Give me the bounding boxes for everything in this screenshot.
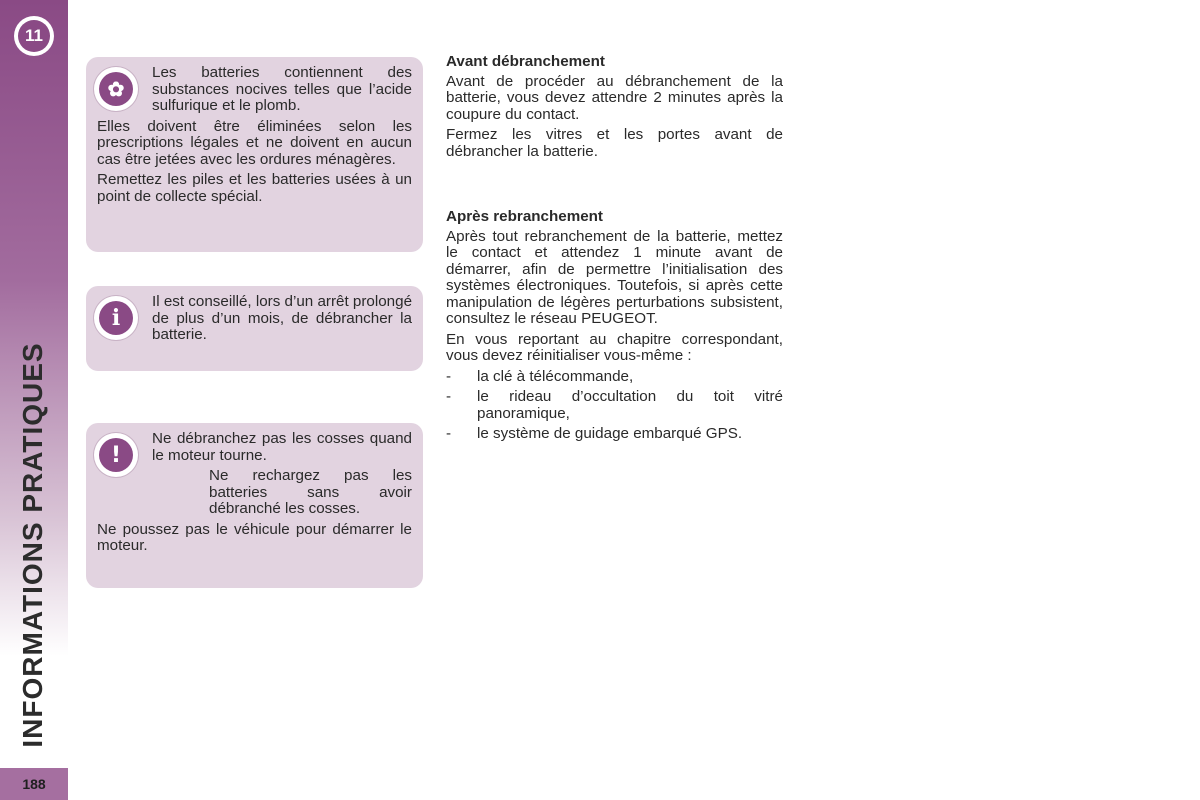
info-icon: i [94, 296, 138, 340]
note-paragraph: Il est conseillé, lors d’un arrêt prolongé de plus d’un mois, de débrancher la batterie. [152, 293, 413, 343]
note-paragraph: Elles doivent être éliminées selon les prescriptions légales et ne doivent en aucun cas être jetées avec les ordures ménagères. [97, 117, 412, 168]
note-paragraph: Remettez les piles et les batteries usées à un point de collecte spécial. [97, 171, 412, 205]
body-paragraph: Avant de procéder au débranchement de la batterie, vous devez attendre 2 minutes après la coupure du contact. [446, 72, 783, 123]
body-paragraph: Après tout rebranchement de la batterie, mettez le contact et attendez 1 minute avant de démarrer, afin de permettre l’initialisation des systèmes électroniques. Toutefois, si après cette manipulation de légères perturbations subsistent, consultez le réseau PEUGEOT. [446, 227, 783, 327]
note-paragraph: Ne rechargez pas les batteries sans avoir débranché les cosses. [209, 468, 412, 517]
note-paragraph: Ne débranchez pas les cosses quand le moteur tourne. [152, 430, 412, 464]
reinit-list [446, 369, 783, 443]
info-note [86, 286, 423, 371]
list-dash: - [446, 388, 452, 405]
warning-note [86, 423, 423, 588]
list-item-text: la clé à télécommande, [477, 367, 634, 385]
list-item [446, 389, 783, 422]
body-paragraph: En vous reportant au chapitre correspondant, vous devez réinitialiser vous-même : [446, 330, 783, 364]
page-number: 188 [0, 768, 68, 800]
chapter-badge [14, 16, 54, 56]
warning-icon: ! [94, 433, 138, 477]
chapter-number: 11 [18, 20, 50, 52]
list-dash: - [446, 425, 452, 442]
note-paragraph: Les batteries contiennent des substances nocives telles que l’acide sulfurique et le plomb. [152, 64, 412, 114]
list-dash: - [446, 367, 452, 385]
list-item-text: le système de guidage embarqué GPS. [477, 425, 743, 442]
list-item-text: le rideau d’occultation du toit vitré panoramique, [477, 388, 783, 422]
list-item [446, 426, 783, 443]
recycling-flower-icon: ✿ [94, 67, 138, 111]
chapter-title: INFORMATIONS PRATIQUES [17, 342, 48, 748]
chapter-sidebar [0, 0, 68, 800]
section-heading-apres: Après rebranchement [446, 208, 603, 225]
section-heading-avant: Avant débranchement [446, 53, 605, 70]
list-item [446, 369, 783, 386]
main-column [446, 54, 783, 447]
recycling-note [86, 57, 423, 252]
body-paragraph: Fermez les vitres et les portes avant de débrancher la batterie. [446, 126, 783, 160]
note-paragraph: Ne poussez pas le véhicule pour démarrer le moteur. [97, 520, 412, 554]
